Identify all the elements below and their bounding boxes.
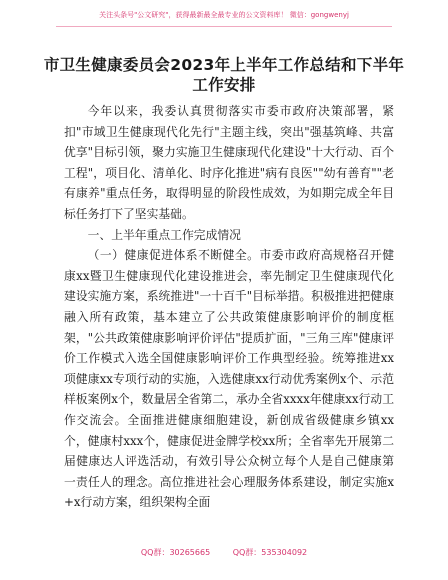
promo-banner: 关注头条号"公文研究"，获得最新最全最专业的公文资料库！ 微信：gongwenyj	[99, 11, 349, 19]
body-paragraph: （一）健康促进体系不断健全。市委市政府高规格召开健康xx暨卫生健康现代化建设推进会，率先制定卫生健康现代化建设实施方案，系统推进"一十百千"目标举措。积极推进把健康融入所有政策，基本建立了公共政策健康影响评价的制度框架，"公共政策健康影响评价评估"提质扩面，"三角三库"健康评价工作模式入选全国健康影响评价工作典型经验。统筹推进xx项健康xx专项行动的实施，入选健康xx行动优秀案例x个、示范样板案例x个，数量居全省第二，承办全省xxxx年健康xx行动工作交流会。全面推进健康细胞建设，新创成省级健康乡镇xx个，健康村xxx个，健康促进金牌学校xx所；全省率先开展第二届健康达人评选活动，有效引导公众树立每个人是自己健康第一责任人的理念。高位推进社会心理服务体系建设，制定实施x+x行动方案，组织架构全面	[64, 248, 394, 510]
section-heading: 一、上半年重点工作完成情况	[87, 227, 241, 242]
footer-contacts	[0, 548, 448, 558]
intro-paragraph: 今年以来，我委认真贯彻落实市委市政府决策部署，紧扣"市域卫生健康现代化先行"主题主线，突出"强基筑峰、共富优享"目标引领，聚力实施卫生健康现代化建设"十大行动、百个工程"，项目化、清单化、时序化推进"病有良医""幼有善育""老有康养"重点任务，取得明显的阶段性成效，为如期完成全年目标任务打下了坚实基础。	[64, 104, 394, 221]
document-body	[64, 101, 394, 513]
document-title: 市卫生健康委员会2023年上半年工作总结和下半年工作安排	[43, 56, 405, 94]
qq-group-2: QQ群：535304092	[232, 548, 308, 557]
banner-divider	[56, 26, 392, 27]
qq-group-1: QQ群：30265665	[140, 548, 211, 557]
